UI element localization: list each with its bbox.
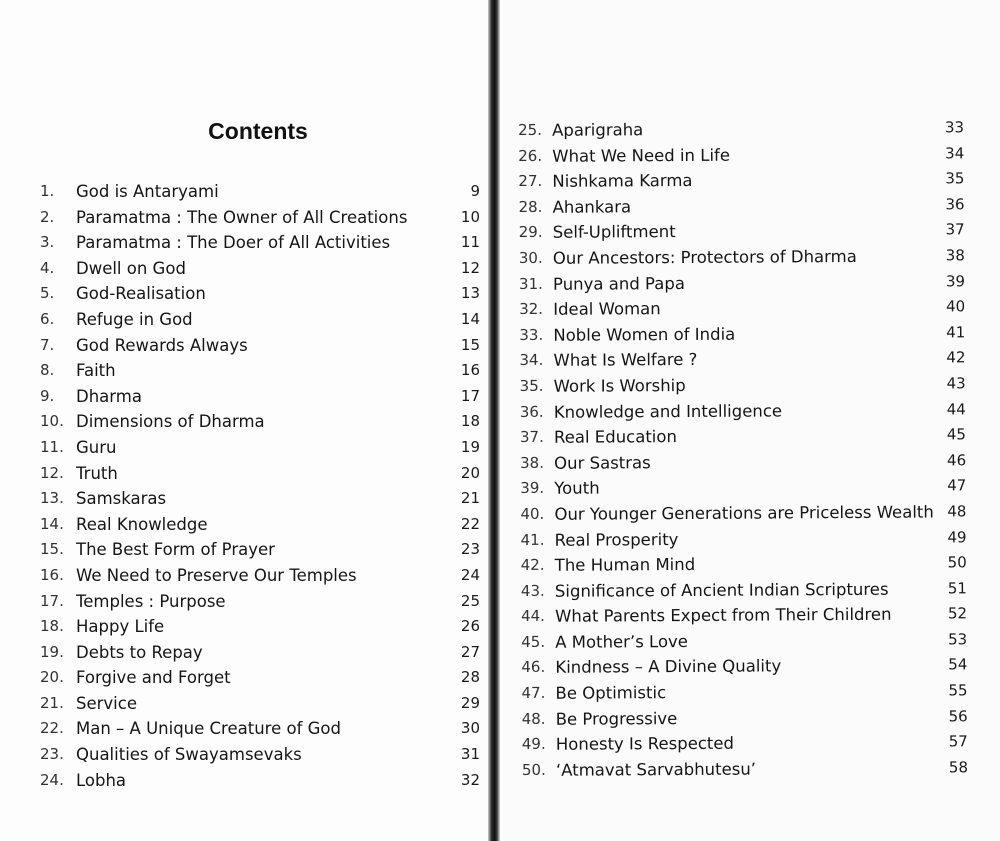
toc-entry: [40, 537, 480, 563]
toc-entry-title: Ahankara: [552, 197, 632, 217]
toc-entry-page: 43: [946, 374, 966, 393]
toc-entry-title: Real Prosperity: [554, 529, 679, 550]
toc-entry-title: God Rewards Always: [76, 335, 248, 355]
toc-entry-title: Our Younger Generations are Priceless Wealth: [554, 502, 934, 524]
toc-entry: [40, 384, 480, 410]
toc-entry-title: Truth: [76, 463, 118, 483]
toc-entry-page: 38: [945, 246, 965, 265]
toc-entry-page: 34: [945, 143, 965, 162]
toc-entry: [519, 218, 965, 246]
toc-entry-title: What Parents Expect from Their Children: [554, 605, 892, 627]
toc-entry: [520, 448, 966, 476]
toc-entry: [518, 141, 964, 169]
toc-entry-page: 52: [947, 604, 968, 623]
toc-entry-page: 21: [460, 489, 480, 508]
toc-list-right: [518, 115, 968, 783]
toc-entry: [518, 192, 964, 220]
toc-entry-number: 32.: [519, 300, 544, 319]
toc-entry-number: 1.: [40, 182, 55, 200]
toc-entry-page: 51: [947, 578, 967, 598]
toc-entry: [520, 397, 966, 425]
toc-entry-number: 2.: [40, 207, 55, 226]
toc-entry: [40, 742, 480, 768]
toc-entry-number: 48.: [521, 709, 546, 728]
toc-entry: [40, 435, 480, 461]
toc-entry-number: 45.: [521, 632, 546, 651]
toc-entry-title: Guru: [76, 437, 117, 457]
toc-entry-number: 35.: [519, 376, 544, 395]
toc-entry-number: 37.: [519, 427, 544, 447]
page-title: Contents: [208, 118, 308, 144]
toc-entry-number: 30.: [518, 248, 543, 267]
toc-entry-title: Refuge in God: [76, 309, 193, 329]
toc-entry-title: Real Education: [553, 427, 677, 447]
toc-entry-number: 6.: [40, 309, 55, 328]
toc-entry-title: The Human Mind: [554, 555, 696, 575]
toc-entry-page: 50: [947, 553, 967, 572]
toc-entry-page: 46: [946, 450, 967, 470]
toc-entry-number: 21.: [40, 693, 64, 712]
toc-entry-page: 13: [460, 284, 480, 303]
toc-entry: [522, 755, 968, 783]
toc-entry: [40, 205, 480, 231]
toc-entry-number: 44.: [520, 607, 545, 626]
toc-entry-page: 45: [946, 425, 966, 444]
toc-entry-title: Youth: [554, 478, 600, 499]
toc-entry-title: Be Progressive: [555, 708, 678, 729]
toc-entry-page: 12: [460, 258, 480, 277]
toc-entry-title: Paramatma : The Doer of All Activities: [76, 233, 391, 253]
toc-entry-title: Our Sastras: [554, 452, 651, 473]
toc-entry-number: 28.: [518, 197, 543, 216]
toc-entry-title: The Best Form of Prayer: [76, 540, 275, 560]
toc-entry-title: Honesty Is Respected: [555, 733, 735, 755]
toc-entry-number: 8.: [40, 361, 55, 380]
toc-entry-number: 22.: [40, 719, 64, 738]
toc-entry-number: 4.: [40, 258, 55, 277]
toc-entry-page: 44: [946, 399, 966, 418]
toc-entry-page: 25: [460, 591, 480, 610]
toc-entry-page: 42: [946, 348, 966, 367]
toc-entry-page: 37: [945, 220, 965, 239]
toc-entry-title: What We Need in Life: [552, 145, 731, 166]
toc-entry-title: Service: [76, 693, 137, 713]
toc-entry-title: Self-Upliftment: [552, 222, 676, 243]
toc-entry-title: Happy Life: [76, 617, 165, 637]
toc-entry-number: 46.: [521, 658, 546, 677]
toc-entry: [522, 730, 968, 758]
toc-entry: [521, 550, 967, 578]
toc-entry-page: 41: [946, 323, 966, 342]
toc-entry-page: 55: [948, 681, 968, 700]
toc-entry-number: 3.: [40, 233, 55, 252]
toc-entry: [521, 678, 967, 706]
book-spine: [488, 0, 500, 841]
toc-entry-title: What Is Welfare ?: [553, 350, 698, 371]
toc-entry: [518, 166, 964, 194]
toc-entry-page: 57: [948, 732, 968, 751]
toc-entry: [521, 602, 967, 630]
toc-entry-title: Ideal Woman: [553, 299, 661, 319]
toc-entry: [521, 627, 967, 655]
toc-entry: [40, 589, 480, 615]
toc-entry-number: 23.: [40, 745, 64, 764]
toc-entry-page: 22: [460, 514, 480, 533]
toc-entry-title: Paramatma : The Owner of All Creations: [76, 207, 408, 227]
toc-entry-number: 39.: [520, 479, 545, 498]
toc-entry: [40, 640, 480, 666]
toc-entry-number: 26.: [518, 146, 543, 165]
toc-entry-number: 40.: [520, 504, 545, 523]
toc-entry-number: 31.: [518, 274, 543, 293]
toc-entry-number: 14.: [40, 514, 64, 533]
toc-entry: [520, 499, 966, 527]
toc-entry-page: 15: [460, 335, 480, 354]
toc-entry-number: 42.: [520, 555, 545, 575]
toc-entry-page: 35: [945, 169, 965, 188]
toc-entry-title: Knowledge and Intelligence: [553, 400, 783, 422]
toc-entry-title: ‘Atmavat Sarvabhutesu’: [555, 759, 757, 780]
toc-entry-title: Samskaras: [76, 489, 167, 509]
toc-entry: [40, 281, 480, 307]
toc-entry-number: 27.: [518, 172, 543, 191]
toc-list-left: [40, 179, 480, 793]
toc-entry-title: Forgive and Forget: [76, 668, 231, 688]
toc-entry-title: Dharma: [76, 386, 142, 406]
toc-entry-page: 30: [460, 719, 480, 738]
toc-entry: [521, 525, 967, 553]
toc-entry: [40, 358, 480, 384]
toc-entry-page: 27: [460, 642, 480, 661]
toc-entry-page: 58: [948, 758, 969, 777]
toc-entry-title: Temples : Purpose: [76, 591, 226, 611]
toc-entry-page: 11: [460, 233, 480, 252]
toc-entry-page: 36: [945, 195, 965, 214]
toc-entry: [40, 614, 480, 640]
toc-entry-page: 20: [460, 463, 480, 482]
toc-entry: [521, 653, 967, 681]
toc-entry: [519, 320, 965, 348]
toc-entry: [40, 716, 480, 742]
toc-entry-title: Our Ancestors: Protectors of Dharma: [552, 246, 857, 268]
toc-entry: [520, 474, 966, 502]
toc-entry-number: 13.: [40, 489, 64, 508]
toc-entry: [521, 576, 967, 604]
toc-entry-number: 9.: [40, 386, 55, 405]
toc-entry-number: 11.: [40, 437, 64, 456]
toc-entry: [40, 307, 480, 333]
toc-entry-page: 39: [945, 271, 966, 290]
toc-entry-page: 49: [947, 527, 967, 546]
toc-entry-title: Debts to Repay: [76, 642, 203, 662]
toc-entry-page: 33: [944, 118, 965, 137]
toc-entry-page: 23: [460, 540, 480, 559]
toc-entry-number: 15.: [40, 540, 64, 559]
toc-entry: [520, 422, 966, 450]
toc-entry-page: 14: [460, 309, 480, 328]
toc-entry: [40, 691, 480, 717]
toc-entry-page: 32: [460, 770, 480, 789]
toc-entry-title: Faith: [76, 361, 116, 381]
toc-entry-title: Punya and Papa: [552, 273, 685, 294]
toc-entry-number: 12.: [40, 463, 64, 482]
toc-entry-number: 29.: [518, 223, 543, 242]
toc-entry-number: 33.: [519, 325, 544, 344]
toc-entry-page: 31: [460, 745, 480, 764]
toc-entry-title: Be Optimistic: [555, 683, 667, 703]
toc-entry: [40, 179, 480, 205]
toc-entry-title: Aparigraha: [552, 120, 644, 140]
toc-entry-title: Significance of Ancient Indian Scriptures: [554, 579, 889, 601]
toc-entry-page: 24: [460, 565, 480, 584]
toc-entry: [40, 461, 480, 487]
toc-entry-number: 50.: [521, 760, 546, 779]
toc-entry-page: 9: [470, 182, 480, 200]
toc-entry: [40, 409, 480, 435]
toc-entry-page: 48: [947, 502, 967, 521]
toc-entry-number: 19.: [40, 642, 64, 661]
toc-entry-number: 47.: [521, 683, 546, 703]
toc-entry: [520, 371, 966, 399]
toc-entry-title: Qualities of Swayamsevaks: [76, 745, 302, 765]
toc-entry-page: 47: [947, 476, 967, 495]
toc-entry-page: 17: [460, 386, 480, 405]
toc-entry-page: 26: [460, 617, 480, 636]
toc-entry-page: 29: [460, 693, 480, 712]
toc-entry-title: God-Realisation: [76, 284, 206, 304]
toc-entry-page: 53: [948, 630, 968, 649]
toc-entry: [519, 294, 965, 322]
toc-entry: [519, 269, 965, 297]
toc-entry-number: 7.: [40, 335, 55, 354]
toc-entry-page: 54: [948, 655, 968, 674]
toc-entry-number: 36.: [519, 402, 544, 421]
toc-entry-page: 28: [460, 668, 480, 687]
toc-entry-title: A Mother’s Love: [555, 631, 688, 652]
toc-entry: [40, 486, 480, 512]
toc-entry: [40, 768, 480, 794]
toc-entry-title: Nishkama Karma: [552, 171, 693, 191]
toc-entry-page: 40: [946, 297, 966, 316]
toc-entry-number: 16.: [40, 565, 64, 584]
toc-entry-number: 49.: [521, 735, 546, 754]
toc-entry: [522, 704, 968, 732]
toc-entry-title: God is Antaryami: [76, 182, 219, 201]
toc-entry-title: Work Is Worship: [553, 375, 686, 396]
toc-entry-page: 18: [460, 412, 480, 431]
toc-entry: [40, 563, 480, 589]
toc-entry: [40, 665, 480, 691]
toc-entry-number: 24.: [40, 770, 64, 789]
toc-entry-page: 19: [460, 437, 480, 456]
toc-entry-number: 17.: [40, 591, 64, 610]
toc-entry-number: 38.: [520, 453, 545, 472]
toc-entry: [40, 230, 480, 256]
toc-entry-title: We Need to Preserve Our Temples: [76, 565, 357, 585]
toc-entry-number: 18.: [40, 617, 64, 636]
toc-entry-page: 10: [460, 207, 480, 226]
toc-entry-page: 56: [948, 706, 968, 726]
toc-entry: [519, 243, 965, 271]
toc-entry-number: 20.: [40, 668, 64, 687]
toc-entry-number: 43.: [520, 581, 545, 600]
toc-entry: [40, 512, 480, 538]
toc-entry: [40, 256, 480, 282]
toc-entry-title: Real Knowledge: [76, 514, 208, 534]
toc-entry-title: Dimensions of Dharma: [76, 412, 265, 432]
toc-entry-title: Lobha: [76, 770, 127, 790]
toc-entry: [519, 346, 965, 374]
toc-entry-number: 41.: [520, 530, 545, 549]
toc-entry-number: 10.: [40, 412, 64, 431]
toc-entry-page: 16: [460, 361, 480, 380]
toc-entry-title: Man – A Unique Creature of God: [76, 719, 341, 739]
toc-entry-number: 5.: [40, 284, 55, 303]
toc-entry: [40, 333, 480, 359]
toc-entry-number: 25.: [518, 120, 542, 139]
toc-entry-title: Dwell on God: [76, 258, 186, 278]
toc-entry-title: Noble Women of India: [553, 324, 736, 345]
toc-entry: [518, 115, 964, 143]
toc-entry-number: 34.: [519, 351, 544, 370]
toc-entry-title: Kindness – A Divine Quality: [555, 656, 782, 678]
